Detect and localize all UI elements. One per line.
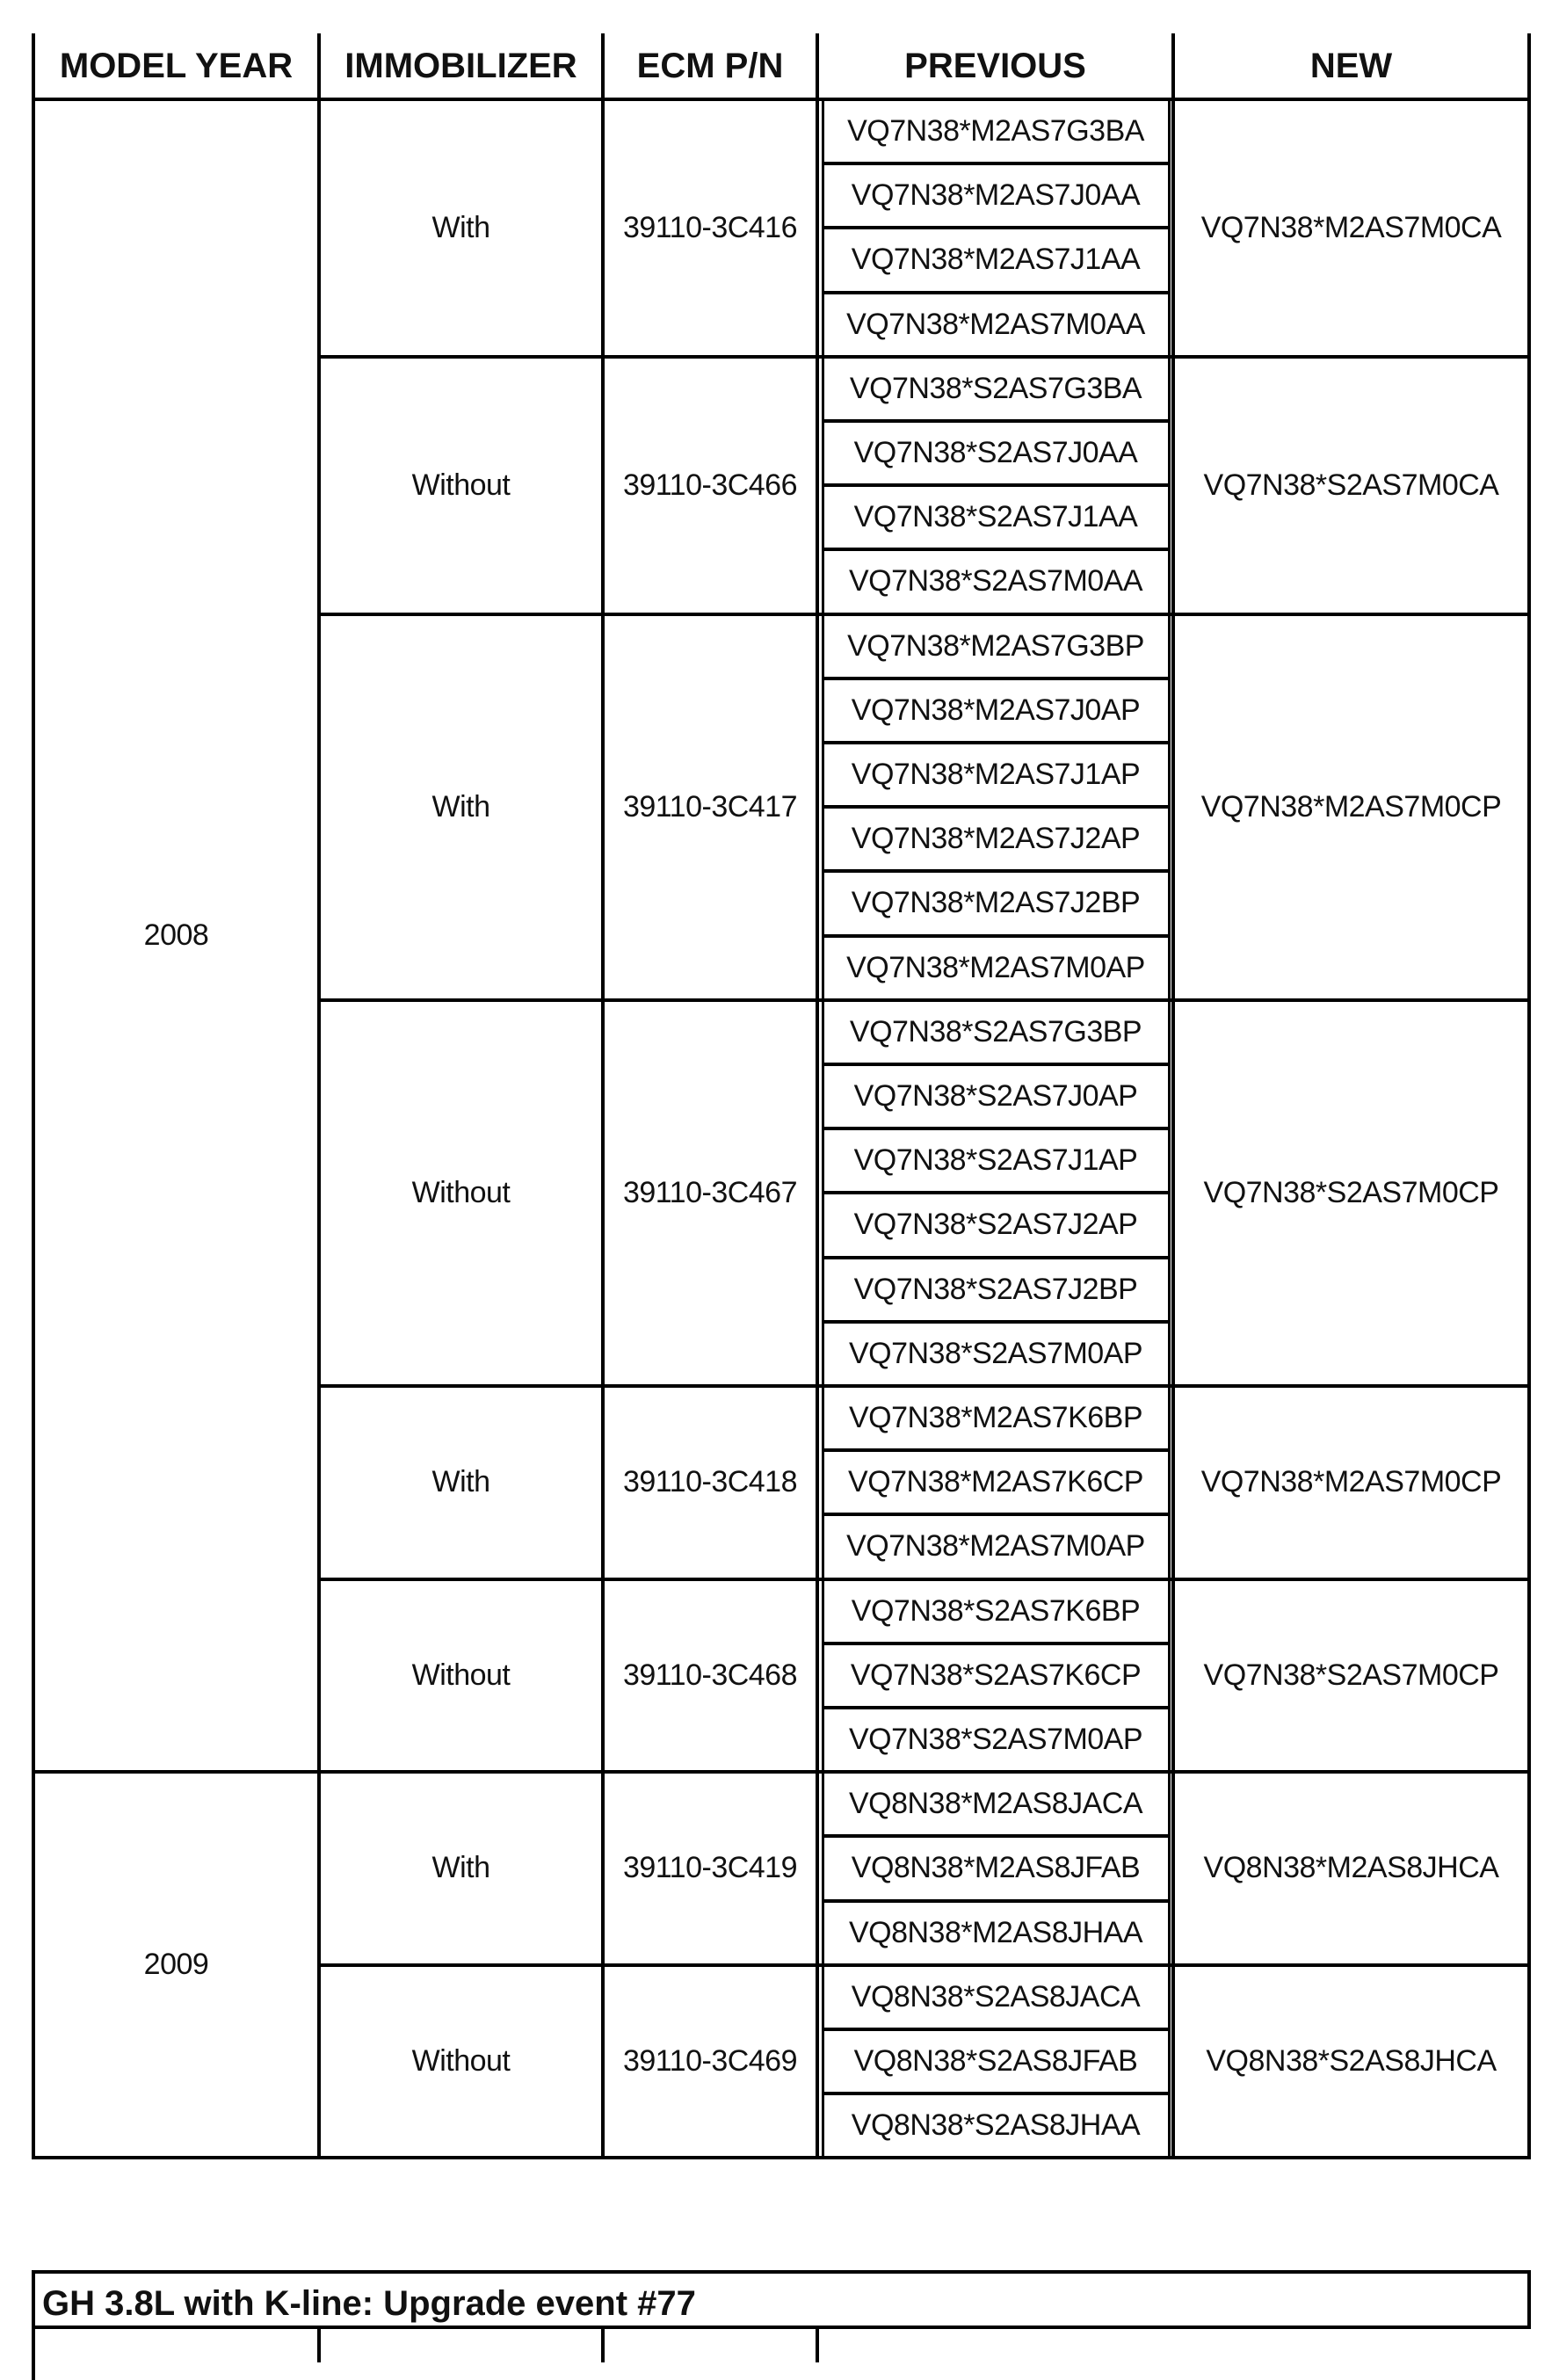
immobilizer-value: Without xyxy=(411,1175,511,1209)
ecm-pn-value: 39110-3C469 xyxy=(622,2044,798,2079)
immobilizer-value: With xyxy=(431,789,490,824)
model-year-value: 2009 xyxy=(143,1948,209,1982)
previous-pn: VQ8N38*S2AS8JACA xyxy=(851,1979,1141,2014)
next-section-left-line xyxy=(32,2270,35,2380)
previous-pn: VQ8N38*S2AS8JHAA xyxy=(851,2108,1141,2143)
previous-pn: VQ7N38*M2AS7J1AA xyxy=(851,243,1141,277)
previous-pn: VQ7N38*M2AS7J1AP xyxy=(851,758,1141,792)
immobilizer-value: With xyxy=(431,210,490,244)
previous-pn: VQ7N38*S2AS7J2AP xyxy=(853,1208,1138,1242)
previous-pn: VQ7N38*M2AS7J2AP xyxy=(851,822,1141,856)
previous-pn: VQ7N38*M2AS7M0AA xyxy=(846,307,1145,341)
previous-pn: VQ8N38*M2AS8JFAB xyxy=(851,1851,1141,1885)
previous-pn: VQ8N38*M2AS8JACA xyxy=(848,1787,1143,1821)
header-ecm-pn: ECM P/N xyxy=(636,47,784,85)
group-divider xyxy=(319,2156,1529,2159)
previous-pn: VQ7N38*M2AS7G3BA xyxy=(847,114,1144,149)
immobilizer-value: Without xyxy=(411,468,511,502)
previous-pn: VQ7N38*S2AS7K6CP xyxy=(850,1658,1142,1692)
header-immobilizer: IMMOBILIZER xyxy=(344,47,577,85)
immobilizer-value: With xyxy=(431,1465,490,1499)
previous-pn: VQ8N38*M2AS8JHAA xyxy=(848,1915,1143,1949)
previous-pn: VQ7N38*S2AS7M0AA xyxy=(848,564,1143,599)
previous-pn: VQ7N38*M2AS7J2BP xyxy=(851,886,1141,920)
previous-pn: VQ8N38*S2AS8JFAB xyxy=(853,2044,1138,2079)
ecm-pn-value: 39110-3C468 xyxy=(622,1658,798,1692)
previous-pn: VQ7N38*S2AS7G3BA xyxy=(849,371,1142,405)
ecm-pn-value: 39110-3C467 xyxy=(622,1175,798,1209)
header-model-year: MODEL YEAR xyxy=(59,47,294,85)
new-pn-value: VQ7N38*S2AS7M0CA xyxy=(1203,468,1499,502)
new-pn-value: VQ8N38*M2AS8JHCA xyxy=(1203,1851,1499,1885)
header-new: NEW xyxy=(1309,47,1393,85)
new-pn-value: VQ7N38*M2AS7M0CA xyxy=(1200,210,1502,244)
previous-pn: VQ7N38*M2AS7J0AP xyxy=(851,693,1141,727)
previous-pn: VQ7N38*S2AS7K6BP xyxy=(851,1593,1141,1628)
previous-pn: VQ7N38*S2AS7J2BP xyxy=(853,1272,1138,1306)
new-pn-value: VQ8N38*S2AS8JHCA xyxy=(1206,2044,1497,2079)
previous-pn: VQ7N38*S2AS7J0AA xyxy=(853,436,1138,470)
previous-pn: VQ7N38*M2AS7M0AP xyxy=(846,950,1145,984)
previous-pn: VQ7N38*M2AS7K6BP xyxy=(848,1401,1143,1435)
next-section-top-line xyxy=(33,2270,1531,2274)
ecm-pn-value: 39110-3C419 xyxy=(622,1851,798,1885)
header-previous: PREVIOUS xyxy=(904,47,1086,85)
new-pn-value: VQ7N38*M2AS7M0CP xyxy=(1200,1465,1502,1499)
new-pn-value: VQ7N38*S2AS7M0CP xyxy=(1203,1175,1499,1209)
previous-pn: VQ7N38*S2AS7J0AP xyxy=(853,1079,1138,1114)
previous-pn: VQ7N38*S2AS7J1AP xyxy=(853,1143,1138,1178)
previous-pn: VQ7N38*S2AS7M0AP xyxy=(848,1723,1143,1757)
new-pn-value: VQ7N38*S2AS7M0CP xyxy=(1203,1658,1499,1692)
immobilizer-value: Without xyxy=(411,1658,511,1692)
next-section-column-stub xyxy=(317,2327,321,2362)
next-section-right-line xyxy=(1527,2270,1531,2329)
previous-pn: VQ7N38*M2AS7K6CP xyxy=(848,1465,1143,1499)
next-section-column-stub xyxy=(601,2327,605,2362)
previous-pn: VQ7N38*M2AS7M0AP xyxy=(846,1529,1145,1564)
model-year-value: 2008 xyxy=(143,918,209,953)
new-pn-value: VQ7N38*M2AS7M0CP xyxy=(1200,789,1502,824)
previous-pn: VQ7N38*M2AS7J0AA xyxy=(851,178,1141,213)
previous-pn: VQ7N38*M2AS7G3BP xyxy=(847,628,1144,663)
previous-pn: VQ7N38*S2AS7J1AA xyxy=(853,500,1138,534)
ecm-pn-value: 39110-3C418 xyxy=(622,1465,798,1499)
next-section-mid-line xyxy=(33,2326,1531,2329)
immobilizer-value: With xyxy=(431,1851,490,1885)
year-divider xyxy=(33,2156,321,2159)
next-section-title: GH 3.8L with K-line: Upgrade event #77 xyxy=(42,2284,696,2323)
ecm-pn-value: 39110-3C416 xyxy=(622,210,798,244)
next-section-column-stub xyxy=(816,2327,819,2362)
ecm-pn-value: 39110-3C466 xyxy=(622,468,798,502)
previous-pn: VQ7N38*S2AS7M0AP xyxy=(848,1336,1143,1370)
immobilizer-value: Without xyxy=(411,2044,511,2079)
previous-pn: VQ7N38*S2AS7G3BP xyxy=(849,1014,1142,1049)
ecm-pn-value: 39110-3C417 xyxy=(622,789,798,824)
